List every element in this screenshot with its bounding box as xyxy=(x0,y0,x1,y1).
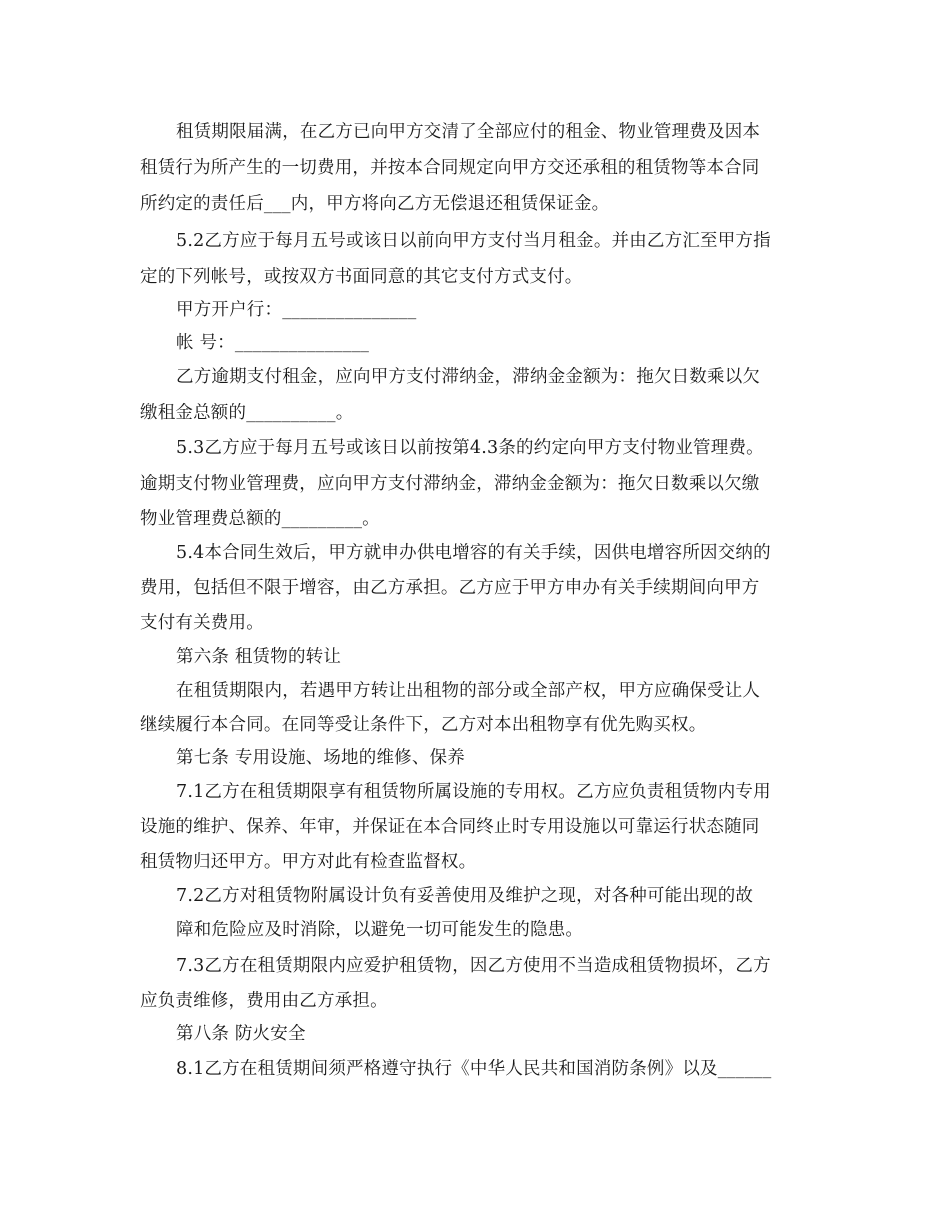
text-line: 租赁行为所产生的一切费用，并按本合同规定向甲方交还承租的租赁物等本合同 xyxy=(140,158,760,178)
text-line: 8.1乙方在租赁期间须严格遵守执行《中华人民共和国消防条例》以及______ xyxy=(176,1059,772,1079)
text-line: 租赁物归还甲方。甲方对此有检查监督权。 xyxy=(140,852,477,872)
text-line: 费用，包括但不限于增容，由乙方承担。乙方应于甲方申办有关手续期间向甲方 xyxy=(140,578,760,598)
text-line: 缴租金总额的__________。 xyxy=(140,403,354,423)
text-line: 7.2乙方对租赁物附属设计负有妥善使用及维护之现，对各种可能出现的故 xyxy=(176,886,754,906)
text-line: 设施的维护、保养、年审，并保证在本合同终止时专用设施以可靠运行状态随同 xyxy=(140,817,760,837)
section-heading: 第六条 租赁物的转让 xyxy=(176,647,342,667)
text-line: 支付有关费用。 xyxy=(140,613,264,633)
text-line: 7.3乙方在租赁期限内应爱护租赁物，因乙方使用不当造成租赁物损坏，乙方 xyxy=(176,956,771,976)
text-line: 障和危险应及时消除，以避免一切可能发生的隐患。 xyxy=(176,920,584,940)
text-line: 乙方逾期支付租金，应向甲方支付滞纳金，滞纳金金额为：拖欠日数乘以欠 xyxy=(176,367,761,387)
text-line: 继续履行本合同。在同等受让条件下，乙方对本出租物享有优先购买权。 xyxy=(140,715,707,735)
text-line: 7.1乙方在租赁期限享有租赁物所属设施的专用权。乙方应负责租赁物内专用 xyxy=(176,782,771,802)
text-line: 5.2乙方应于每月五号或该日以前向甲方支付当月租金。并由乙方汇至甲方指 xyxy=(176,231,771,251)
text-line: 应负责维修，费用由乙方承担。 xyxy=(140,991,388,1011)
text-line: 帐 号：_______________ xyxy=(176,333,370,353)
text-line: 所约定的责任后___内，甲方将向乙方无偿退还租赁保证金。 xyxy=(140,194,610,214)
text-line: 5.3乙方应于每月五号或该日以前按第4.3条的约定向甲方支付物业管理费。 xyxy=(176,438,764,458)
text-line: 定的下列帐号，或按双方书面同意的其它支付方式支付。 xyxy=(140,267,583,287)
section-heading: 第七条 专用设施、场地的维修、保养 xyxy=(176,748,465,768)
text-line: 租赁期限届满，在乙方已向甲方交清了全部应付的租金、物业管理费及因本 xyxy=(176,122,761,142)
text-line: 逾期支付物业管理费，应向甲方支付滞纳金，滞纳金金额为：拖欠日数乘以欠缴 xyxy=(140,474,760,494)
text-line: 甲方开户行：_______________ xyxy=(176,300,417,320)
text-line: 在租赁期限内，若遇甲方转让出租物的部分或全部产权，甲方应确保受让人 xyxy=(176,681,761,701)
section-heading: 第八条 防火安全 xyxy=(176,1024,306,1044)
text-line: 物业管理费总额的_________。 xyxy=(140,509,380,529)
text-line: 5.4本合同生效后，甲方就申办供电增容的有关手续，因供电增容所因交纳的 xyxy=(176,543,771,563)
